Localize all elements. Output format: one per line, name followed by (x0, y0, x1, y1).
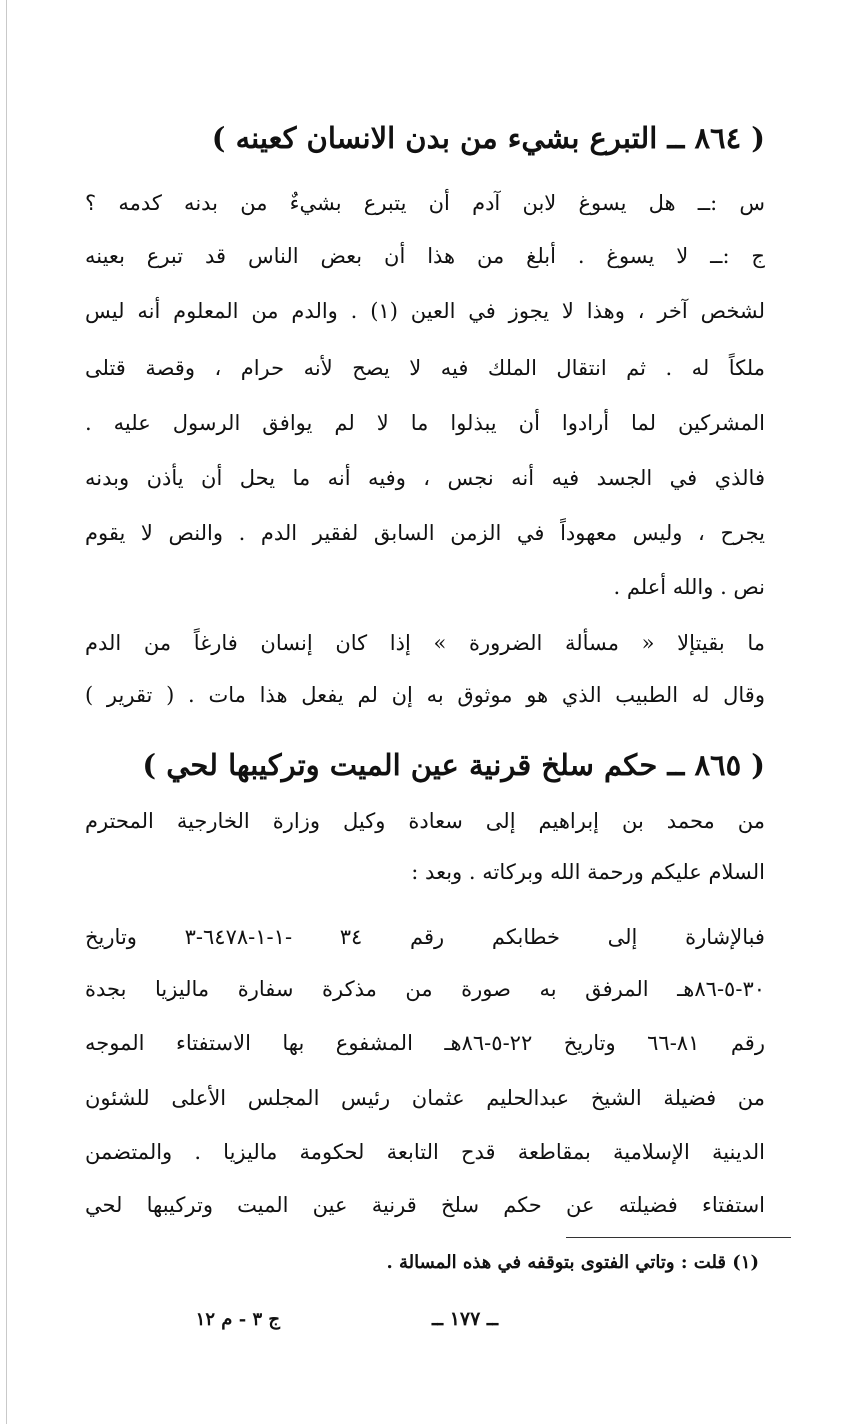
section-865-title: ( ٨٦٥ ــ حكم سلخ قرنية عين الميت وتركيبها لحي ) (142, 748, 765, 782)
answer-line-9: وقال له الطبيب الذي هو موثوق به إن لم يفعل هذا مات . ( تقرير ) (85, 683, 765, 707)
answer-line-1: ج :ــ لا يسوغ . أبلغ من هذا أن بعض الناس قد تبرع بعينه (85, 244, 765, 268)
letter-line-5: رقم ٨١-٦٦ وتاريخ ٢٢-٥-٨٦هـ المشفوع بها الاستفتاء الموجه (85, 1031, 765, 1055)
footnote: (١) قلت : وتاتي الفتوى بتوقفه في هذه المسالة . (386, 1252, 759, 1273)
page-edge-line (6, 0, 7, 1424)
answer-line-2: لشخص آخر ، وهذا لا يجوز في العين (١) . والدم من المعلوم أنه ليس (85, 299, 766, 323)
answer-line-3: ملكاً له . ثم انتقال الملك فيه لا يصح لأنه حرام ، وقصة قتلى (85, 356, 765, 380)
letter-line-2: السلام عليكم ورحمة الله وبركاته . وبعد : (411, 860, 765, 884)
answer-line-8: ما بقيتإلا « مسألة الضرورة » إذا كان إنسان فارغاً من الدم (85, 631, 765, 655)
letter-line-6: من فضيلة الشيخ عبدالحليم عثمان رئيس المجلس الأعلى للشئون (85, 1086, 765, 1110)
answer-line-6: يجرح ، وليس معهوداً في الزمن السابق لفقير الدم . والنص لا يقوم (85, 521, 765, 545)
section-864-title: ( ٨٦٤ ــ التبرع بشيء من بدن الانسان كعينه ) (211, 121, 765, 155)
question-line: س :ــ هل يسوغ لابن آدم أن يتبرع بشيءٌ من بدنه كدمه ؟ (85, 191, 765, 215)
answer-line-4: المشركين لما أرادوا أن يبذلوا ما لا لم يوافق الرسول عليه . (85, 411, 765, 435)
footnote-divider (566, 1237, 791, 1238)
letter-line-7: الدينية الإسلامية بمقاطعة قدح التابعة لحكومة ماليزيا . والمتضمن (85, 1140, 765, 1164)
volume-signature: ج ٣ - م ١٢ (195, 1309, 280, 1330)
page-number: ــ ١٧٧ ــ (431, 1308, 499, 1330)
letter-line-1: من محمد بن إبراهيم إلى سعادة وكيل وزارة الخارجية المحترم (85, 809, 765, 833)
letter-line-3: فبالإشارة إلى خطابكم رقم ٣٤ -١-١-٦٤٧٨-٣ وتاريخ (85, 925, 765, 949)
answer-line-7: نص . والله أعلم . (613, 575, 765, 599)
letter-line-8: استفتاء فضيلته عن حكم سلخ قرنية عين الميت وتركيبها لحي (85, 1193, 765, 1217)
answer-line-5: فالذي في الجسد فيه أنه نجس ، وفيه أنه ما يحل أن يأذن وبدنه (85, 466, 765, 490)
letter-line-4: ٣٠-٥-٨٦هـ المرفق به صورة من مذكرة سفارة ماليزيا بجدة (85, 977, 765, 1001)
